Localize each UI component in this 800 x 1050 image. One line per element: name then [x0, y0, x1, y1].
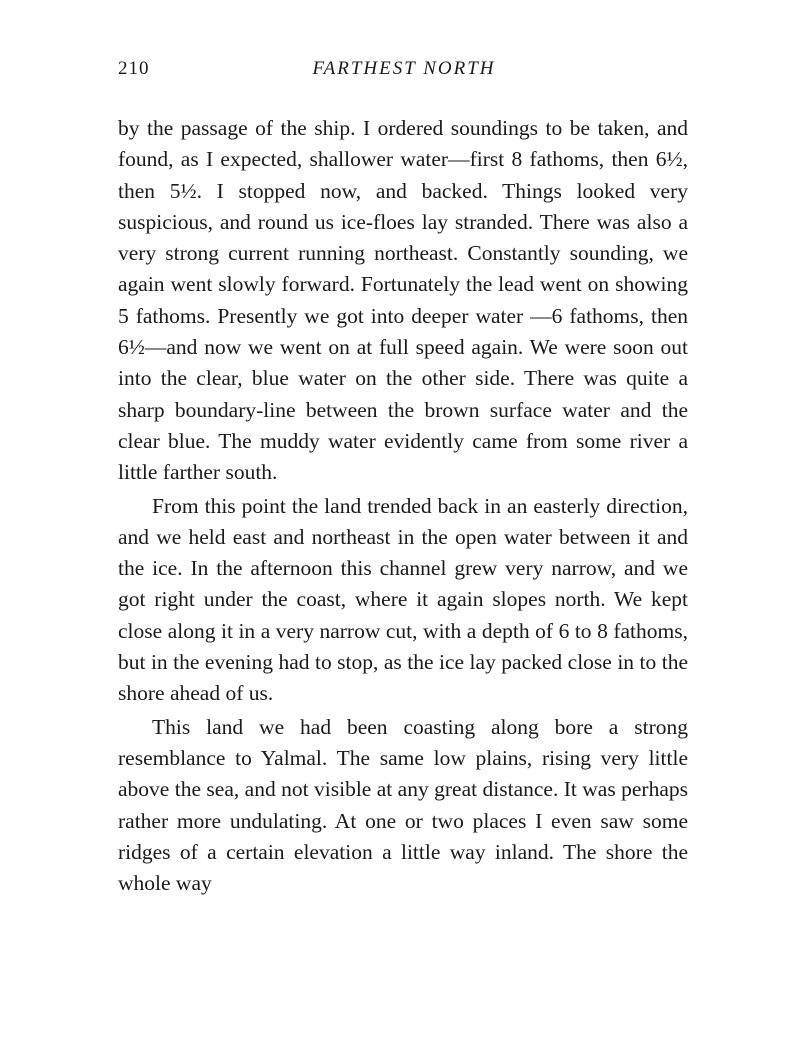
running-head: [118, 58, 690, 88]
page-number: 210: [118, 58, 150, 79]
paragraph-1: by the passage of the ship. I ordered soundings to be taken, and found, as I expected, shallower water—first 8 fathoms, then 6½, then 5½. I stopped now, and backed. Things looked very suspicious, and round us ice-floes lay stranded. There was also a very strong current running northeast. Constantly sounding, we again went slowly forward. Fortunately the lead went on showing 5 fathoms. Presently we got into deeper water —6 fathoms, then 6½—and now we went on at full speed again. We were soon out into the clear, blue water on the other side. There was quite a sharp boundary-line between the brown surface water and the clear blue. The muddy water evidently came from some river a little farther south.: [118, 116, 688, 485]
paragraph-2: From this point the land trended back in an easterly direction, and we held east and northeast in the open water between it and the ice. In the afternoon this channel grew very narrow, and we got right under the coast, where it again slopes north. We kept close along it in a very narrow cut, with a depth of 6 to 8 fathoms, but in the evening had to stop, as the ice lay packed close in to the shore ahead of us.: [118, 493, 688, 706]
book-title: FARTHEST NORTH: [312, 58, 496, 79]
paragraph-3: This land we had been coasting along bore a strong resemblance to Yalmal. The same low plains, rising very little above the sea, and not visible at any great distance. It was perhaps rather more undulating. At one or two places I even saw some ridges of a certain elevation a little way inland. The shore the whole way: [118, 714, 688, 896]
body-text: [118, 113, 688, 899]
